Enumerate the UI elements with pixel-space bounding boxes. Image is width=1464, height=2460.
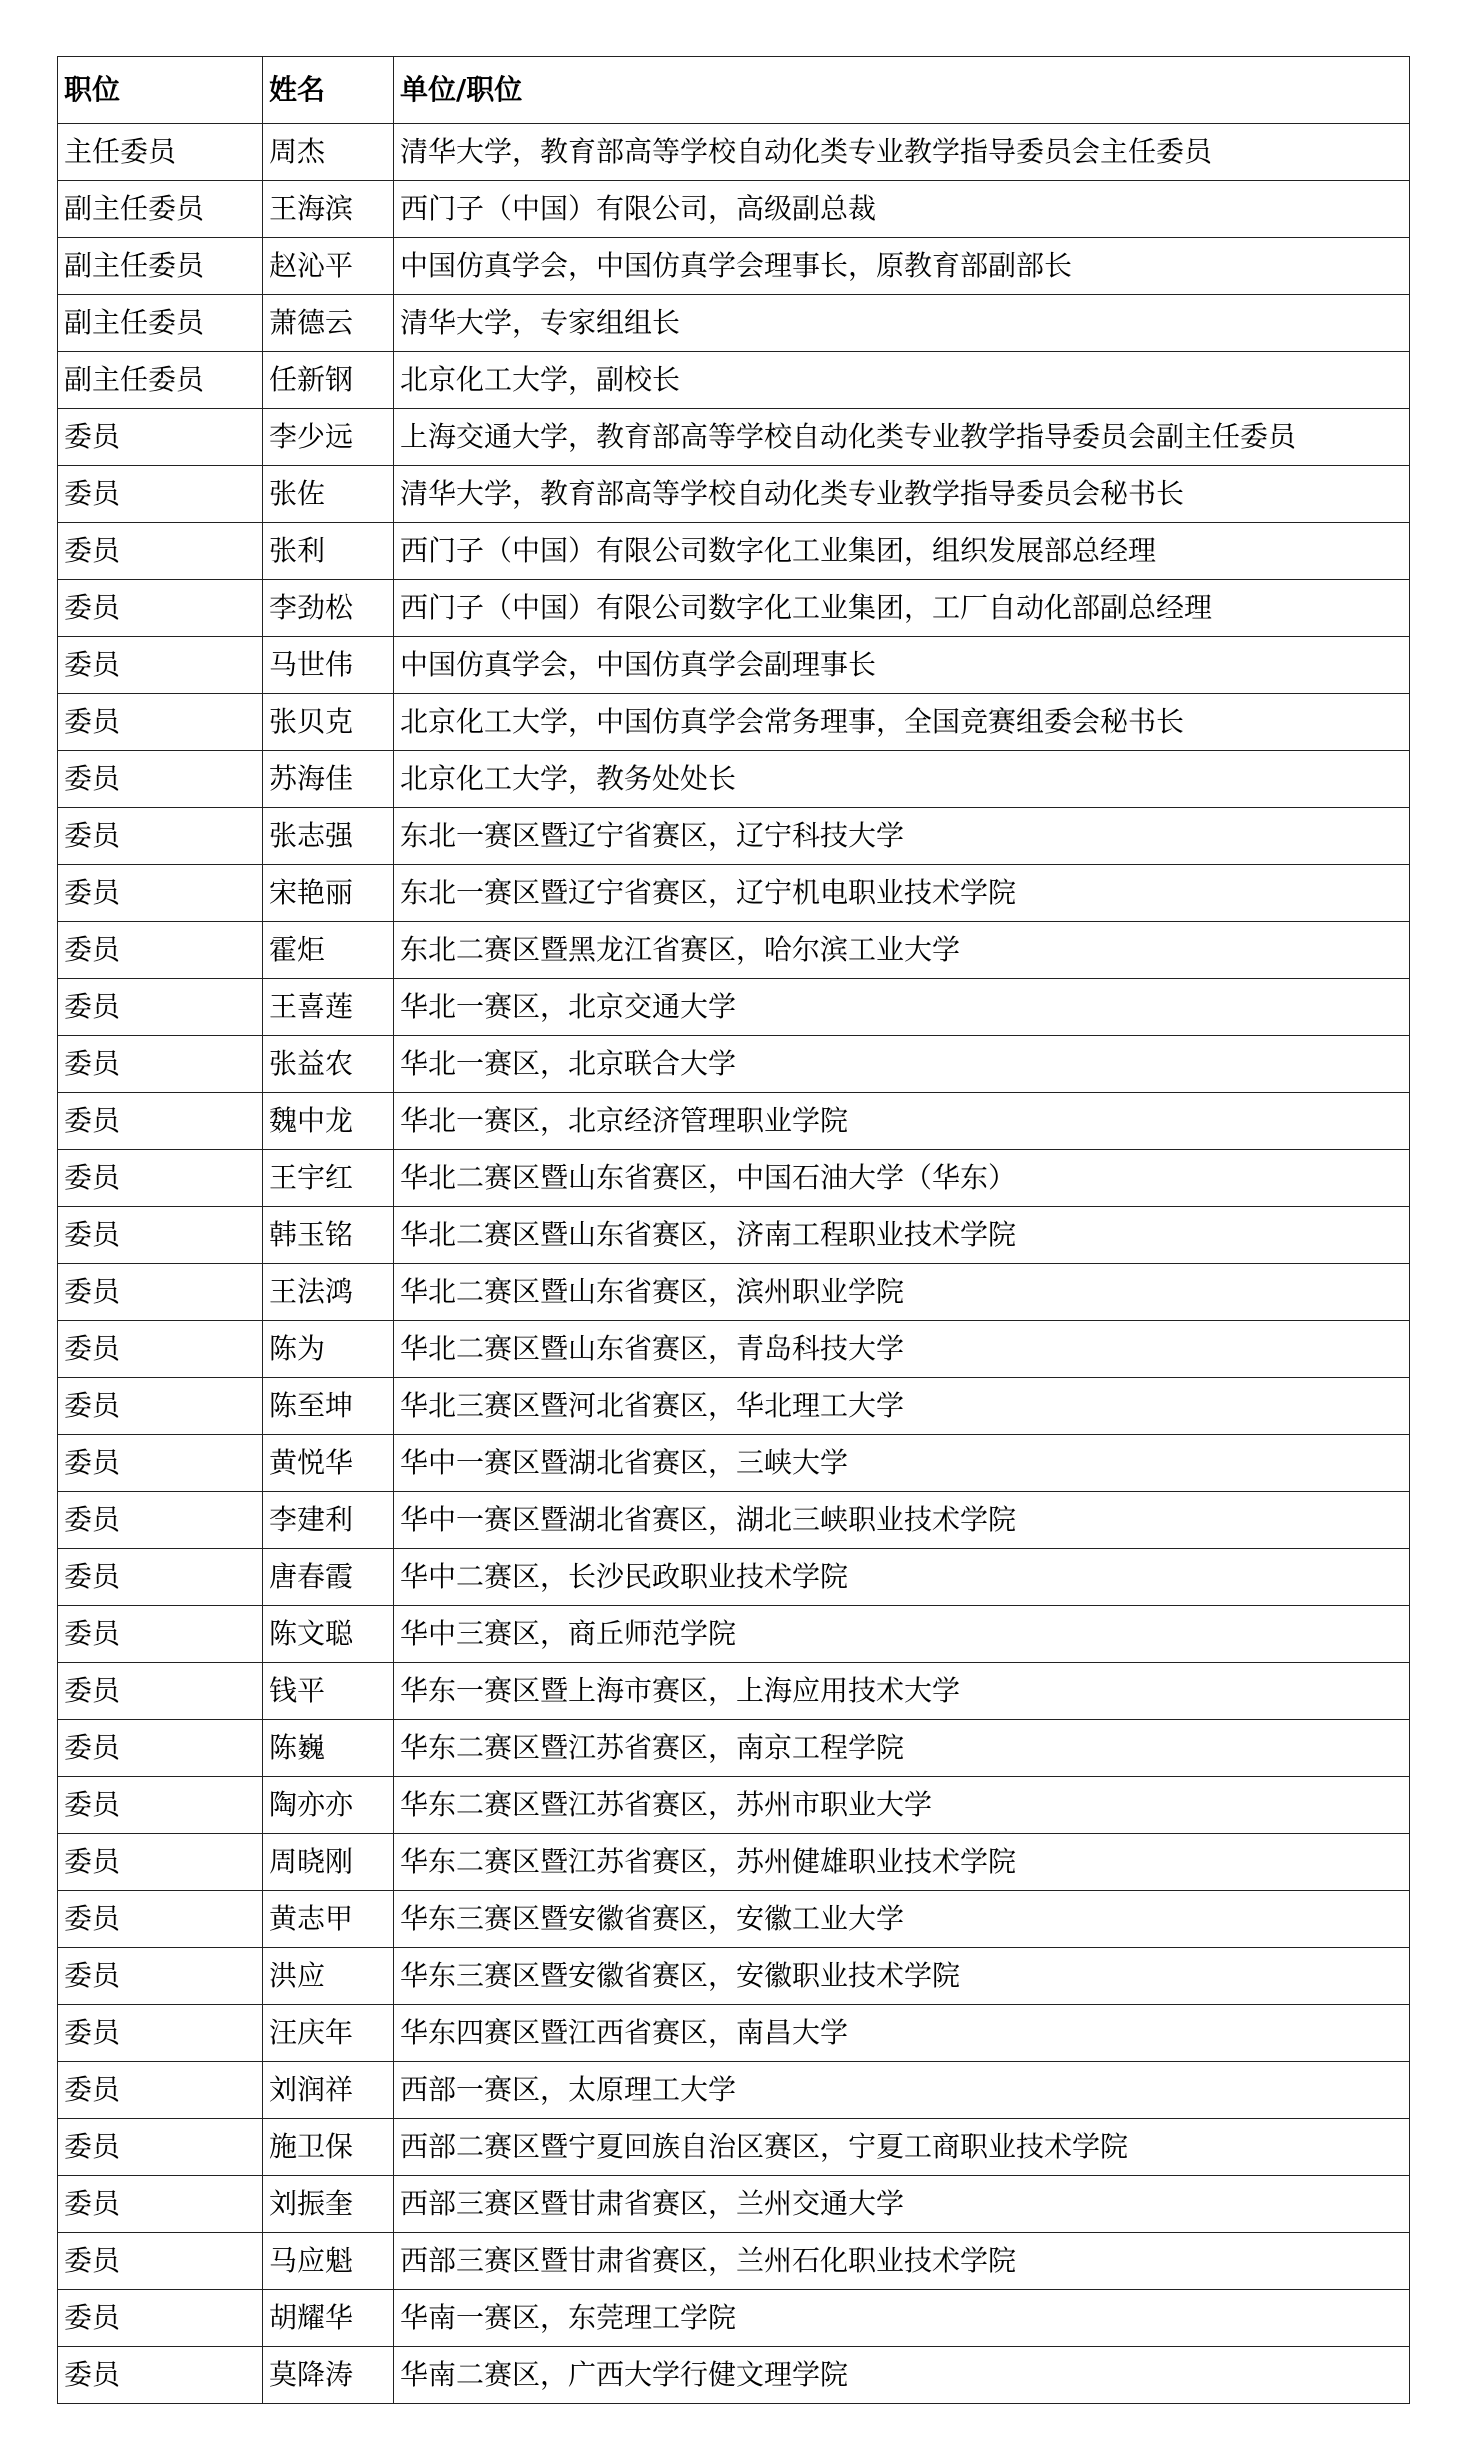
- cell-affiliation: 西部二赛区暨宁夏回族自治区赛区，宁夏工商职业技术学院: [394, 2119, 1410, 2176]
- cell-affiliation: 华中一赛区暨湖北省赛区，三峡大学: [394, 1435, 1410, 1492]
- table-row: [58, 1093, 1410, 1150]
- cell-position: 委员: [58, 2119, 263, 2176]
- cell-position: 委员: [58, 1321, 263, 1378]
- table-row: [58, 124, 1410, 181]
- table-row: [58, 1720, 1410, 1777]
- cell-name: 王喜莲: [263, 979, 394, 1036]
- table-row: [58, 1036, 1410, 1093]
- cell-position: 副主任委员: [58, 181, 263, 238]
- cell-name: 莫降涛: [263, 2347, 394, 2404]
- table-row: [58, 181, 1410, 238]
- cell-name: 李少远: [263, 409, 394, 466]
- cell-name: 张益农: [263, 1036, 394, 1093]
- cell-affiliation: 华北二赛区暨山东省赛区，济南工程职业技术学院: [394, 1207, 1410, 1264]
- table-row: [58, 2347, 1410, 2404]
- cell-name: 王海滨: [263, 181, 394, 238]
- cell-name: 李劲松: [263, 580, 394, 637]
- cell-name: 张佐: [263, 466, 394, 523]
- cell-name: 李建利: [263, 1492, 394, 1549]
- cell-name: 陶亦亦: [263, 1777, 394, 1834]
- cell-affiliation: 华北一赛区，北京联合大学: [394, 1036, 1410, 1093]
- cell-affiliation: 华中二赛区，长沙民政职业技术学院: [394, 1549, 1410, 1606]
- header-cell-affiliation: 单位/职位: [394, 57, 1410, 124]
- cell-affiliation: 东北一赛区暨辽宁省赛区，辽宁科技大学: [394, 808, 1410, 865]
- cell-name: 任新钢: [263, 352, 394, 409]
- cell-name: 王法鸿: [263, 1264, 394, 1321]
- table-row: [58, 1321, 1410, 1378]
- cell-position: 委员: [58, 922, 263, 979]
- cell-affiliation: 中国仿真学会，中国仿真学会副理事长: [394, 637, 1410, 694]
- table-row: [58, 580, 1410, 637]
- cell-affiliation: 华东二赛区暨江苏省赛区，苏州市职业大学: [394, 1777, 1410, 1834]
- table-row: [58, 1264, 1410, 1321]
- cell-affiliation: 华中一赛区暨湖北省赛区，湖北三峡职业技术学院: [394, 1492, 1410, 1549]
- header-cell-position: 职位: [58, 57, 263, 124]
- cell-position: 委员: [58, 694, 263, 751]
- cell-affiliation: 华北二赛区暨山东省赛区，青岛科技大学: [394, 1321, 1410, 1378]
- table-row: [58, 751, 1410, 808]
- cell-affiliation: 华东三赛区暨安徽省赛区，安徽工业大学: [394, 1891, 1410, 1948]
- cell-position: 委员: [58, 1663, 263, 1720]
- cell-affiliation: 清华大学，专家组组长: [394, 295, 1410, 352]
- cell-position: 委员: [58, 1492, 263, 1549]
- cell-affiliation: 华东三赛区暨安徽省赛区，安徽职业技术学院: [394, 1948, 1410, 2005]
- table-row: [58, 865, 1410, 922]
- cell-name: 刘振奎: [263, 2176, 394, 2233]
- cell-position: 主任委员: [58, 124, 263, 181]
- cell-position: 委员: [58, 2233, 263, 2290]
- cell-affiliation: 东北二赛区暨黑龙江省赛区，哈尔滨工业大学: [394, 922, 1410, 979]
- cell-affiliation: 华南二赛区，广西大学行健文理学院: [394, 2347, 1410, 2404]
- table-row: [58, 1549, 1410, 1606]
- table-row: [58, 979, 1410, 1036]
- cell-position: 委员: [58, 808, 263, 865]
- cell-affiliation: 北京化工大学，教务处处长: [394, 751, 1410, 808]
- cell-affiliation: 西门子（中国）有限公司数字化工业集团，工厂自动化部副总经理: [394, 580, 1410, 637]
- cell-name: 唐春霞: [263, 1549, 394, 1606]
- cell-affiliation: 华东二赛区暨江苏省赛区，南京工程学院: [394, 1720, 1410, 1777]
- cell-affiliation: 华北一赛区，北京经济管理职业学院: [394, 1093, 1410, 1150]
- cell-position: 委员: [58, 1720, 263, 1777]
- table-row: [58, 808, 1410, 865]
- table-row: [58, 2119, 1410, 2176]
- cell-name: 张贝克: [263, 694, 394, 751]
- cell-name: 刘润祥: [263, 2062, 394, 2119]
- cell-position: 委员: [58, 1264, 263, 1321]
- cell-position: 委员: [58, 1777, 263, 1834]
- cell-name: 韩玉铭: [263, 1207, 394, 1264]
- cell-affiliation: 华北二赛区暨山东省赛区，滨州职业学院: [394, 1264, 1410, 1321]
- cell-affiliation: 清华大学，教育部高等学校自动化类专业教学指导委员会主任委员: [394, 124, 1410, 181]
- cell-affiliation: 西部一赛区，太原理工大学: [394, 2062, 1410, 2119]
- header-row: [58, 57, 1410, 124]
- table-body: [58, 124, 1410, 2404]
- cell-position: 委员: [58, 1036, 263, 1093]
- cell-position: 委员: [58, 2290, 263, 2347]
- table-row: [58, 2062, 1410, 2119]
- header-cell-name: 姓名: [263, 57, 394, 124]
- table-row: [58, 352, 1410, 409]
- cell-affiliation: 华南一赛区，东莞理工学院: [394, 2290, 1410, 2347]
- cell-position: 副主任委员: [58, 352, 263, 409]
- cell-position: 副主任委员: [58, 295, 263, 352]
- cell-position: 副主任委员: [58, 238, 263, 295]
- table-row: [58, 1207, 1410, 1264]
- cell-affiliation: 清华大学，教育部高等学校自动化类专业教学指导委员会秘书长: [394, 466, 1410, 523]
- cell-affiliation: 西部三赛区暨甘肃省赛区，兰州石化职业技术学院: [394, 2233, 1410, 2290]
- table-row: [58, 1948, 1410, 2005]
- cell-position: 委员: [58, 1606, 263, 1663]
- cell-position: 委员: [58, 580, 263, 637]
- cell-name: 黄悦华: [263, 1435, 394, 1492]
- table-row: [58, 2005, 1410, 2062]
- cell-position: 委员: [58, 2176, 263, 2233]
- cell-name: 施卫保: [263, 2119, 394, 2176]
- table-row: [58, 694, 1410, 751]
- cell-name: 马应魁: [263, 2233, 394, 2290]
- cell-position: 委员: [58, 1378, 263, 1435]
- cell-name: 陈巍: [263, 1720, 394, 1777]
- table-row: [58, 2233, 1410, 2290]
- table-row: [58, 466, 1410, 523]
- cell-affiliation: 华北一赛区，北京交通大学: [394, 979, 1410, 1036]
- table-row: [58, 1435, 1410, 1492]
- cell-name: 陈为: [263, 1321, 394, 1378]
- cell-position: 委员: [58, 865, 263, 922]
- cell-affiliation: 北京化工大学，副校长: [394, 352, 1410, 409]
- cell-affiliation: 西部三赛区暨甘肃省赛区，兰州交通大学: [394, 2176, 1410, 2233]
- cell-name: 胡耀华: [263, 2290, 394, 2347]
- cell-position: 委员: [58, 1435, 263, 1492]
- cell-position: 委员: [58, 466, 263, 523]
- cell-name: 赵沁平: [263, 238, 394, 295]
- cell-name: 萧德云: [263, 295, 394, 352]
- cell-name: 陈文聪: [263, 1606, 394, 1663]
- table-header: [58, 57, 1410, 124]
- cell-position: 委员: [58, 1549, 263, 1606]
- cell-name: 苏海佳: [263, 751, 394, 808]
- cell-affiliation: 华东四赛区暨江西省赛区，南昌大学: [394, 2005, 1410, 2062]
- table-row: [58, 1492, 1410, 1549]
- cell-name: 周杰: [263, 124, 394, 181]
- cell-position: 委员: [58, 1948, 263, 2005]
- cell-name: 洪应: [263, 1948, 394, 2005]
- cell-position: 委员: [58, 523, 263, 580]
- cell-name: 汪庆年: [263, 2005, 394, 2062]
- cell-name: 魏中龙: [263, 1093, 394, 1150]
- cell-affiliation: 华东一赛区暨上海市赛区，上海应用技术大学: [394, 1663, 1410, 1720]
- cell-name: 黄志甲: [263, 1891, 394, 1948]
- cell-position: 委员: [58, 1834, 263, 1891]
- cell-name: 周晓刚: [263, 1834, 394, 1891]
- cell-affiliation: 北京化工大学，中国仿真学会常务理事，全国竞赛组委会秘书长: [394, 694, 1410, 751]
- table-row: [58, 1891, 1410, 1948]
- cell-position: 委员: [58, 1207, 263, 1264]
- cell-affiliation: 上海交通大学，教育部高等学校自动化类专业教学指导委员会副主任委员: [394, 409, 1410, 466]
- cell-name: 王宇红: [263, 1150, 394, 1207]
- cell-affiliation: 华北三赛区暨河北省赛区，华北理工大学: [394, 1378, 1410, 1435]
- cell-affiliation: 东北一赛区暨辽宁省赛区，辽宁机电职业技术学院: [394, 865, 1410, 922]
- cell-position: 委员: [58, 751, 263, 808]
- cell-position: 委员: [58, 1093, 263, 1150]
- cell-name: 陈至坤: [263, 1378, 394, 1435]
- committee-table: [57, 56, 1410, 2404]
- cell-name: 张志强: [263, 808, 394, 865]
- cell-name: 张利: [263, 523, 394, 580]
- table-row: [58, 523, 1410, 580]
- cell-position: 委员: [58, 637, 263, 694]
- cell-affiliation: 华北二赛区暨山东省赛区，中国石油大学（华东）: [394, 1150, 1410, 1207]
- cell-affiliation: 西门子（中国）有限公司，高级副总裁: [394, 181, 1410, 238]
- table-row: [58, 1777, 1410, 1834]
- cell-name: 霍炬: [263, 922, 394, 979]
- cell-position: 委员: [58, 2005, 263, 2062]
- table-row: [58, 1378, 1410, 1435]
- cell-position: 委员: [58, 1891, 263, 1948]
- cell-position: 委员: [58, 979, 263, 1036]
- cell-position: 委员: [58, 2347, 263, 2404]
- table-row: [58, 1150, 1410, 1207]
- cell-affiliation: 华东二赛区暨江苏省赛区，苏州健雄职业技术学院: [394, 1834, 1410, 1891]
- table-row: [58, 1663, 1410, 1720]
- cell-name: 钱平: [263, 1663, 394, 1720]
- table-row: [58, 409, 1410, 466]
- cell-name: 宋艳丽: [263, 865, 394, 922]
- cell-name: 马世伟: [263, 637, 394, 694]
- cell-position: 委员: [58, 409, 263, 466]
- table-row: [58, 1834, 1410, 1891]
- table-row: [58, 637, 1410, 694]
- cell-position: 委员: [58, 1150, 263, 1207]
- cell-affiliation: 中国仿真学会，中国仿真学会理事长，原教育部副部长: [394, 238, 1410, 295]
- table-row: [58, 295, 1410, 352]
- table-row: [58, 1606, 1410, 1663]
- table-row: [58, 2176, 1410, 2233]
- cell-affiliation: 西门子（中国）有限公司数字化工业集团，组织发展部总经理: [394, 523, 1410, 580]
- table-row: [58, 238, 1410, 295]
- cell-position: 委员: [58, 2062, 263, 2119]
- table-row: [58, 922, 1410, 979]
- cell-affiliation: 华中三赛区，商丘师范学院: [394, 1606, 1410, 1663]
- table-row: [58, 2290, 1410, 2347]
